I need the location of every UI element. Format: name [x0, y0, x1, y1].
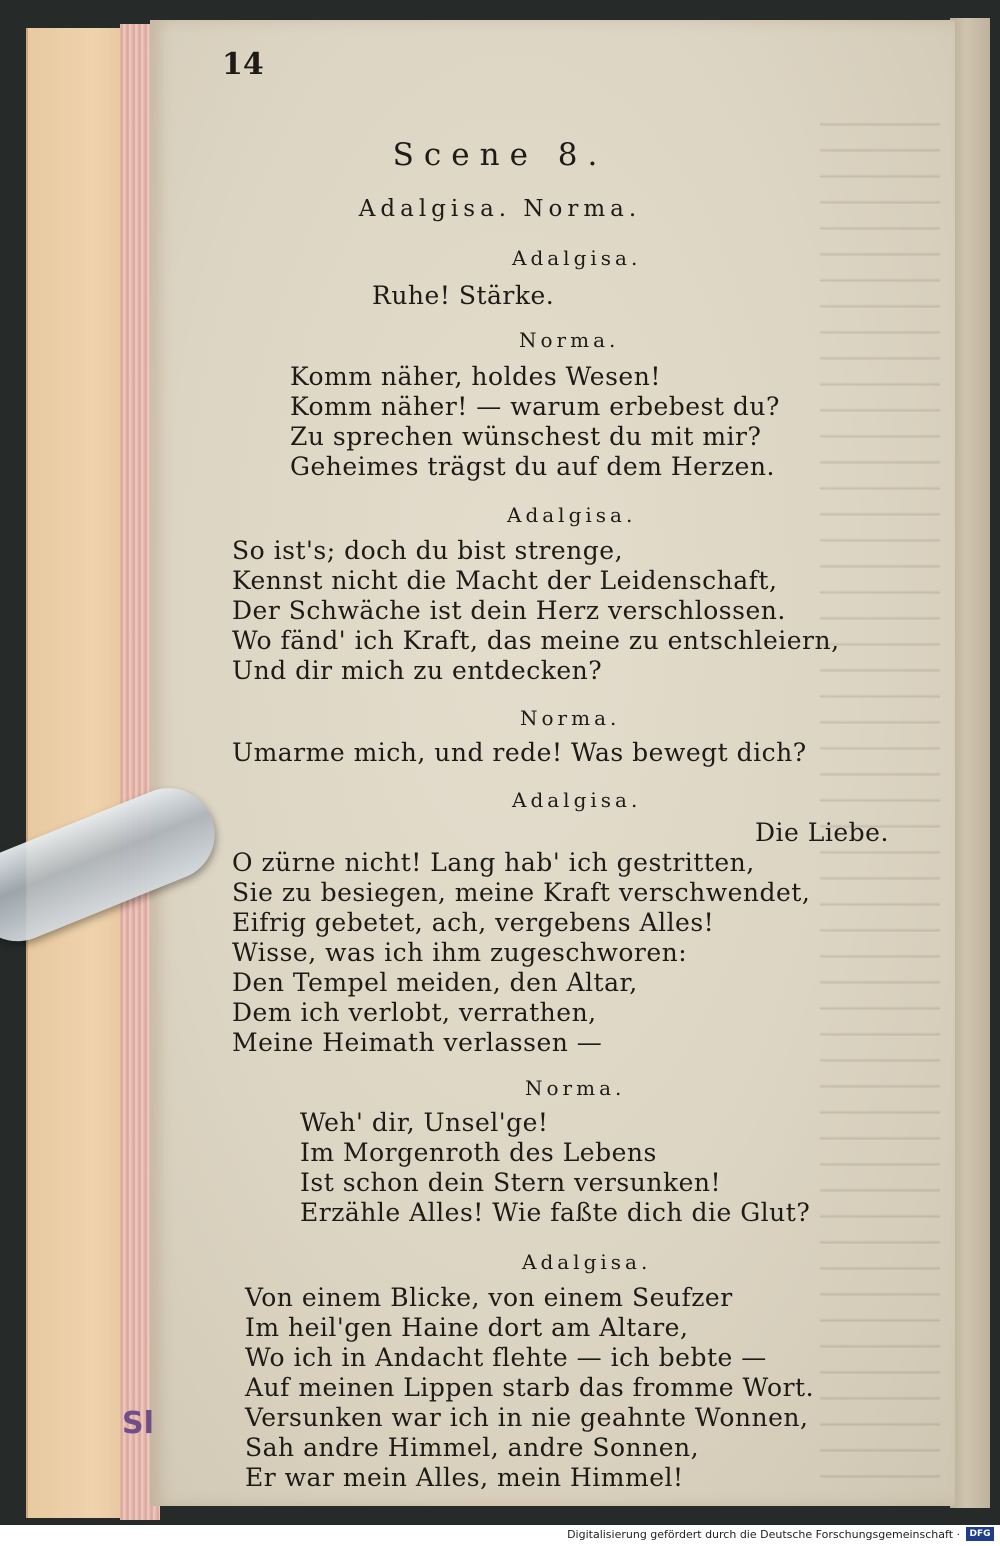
verse-line: Er war mein Alles, mein Himmel! — [245, 1463, 684, 1492]
library-stamp: Sl — [122, 1406, 154, 1441]
speaker-name: Adalgisa. — [507, 503, 637, 527]
verse-line: Kennst nicht die Macht der Leidenschaft, — [232, 566, 778, 595]
verse-line: Weh' dir, Unsel'ge! — [300, 1108, 549, 1137]
verse-line: Eifrig gebetet, ach, vergebens Alles! — [232, 908, 715, 937]
verse-line: Und dir mich zu entdecken? — [232, 656, 603, 685]
page-number: 14 — [222, 47, 264, 82]
verse-line: Ist schon dein Stern versunken! — [300, 1168, 722, 1197]
speaker-name: Norma. — [525, 1076, 626, 1100]
verse-line: Wo ich in Andacht flehte — ich bebte — — [245, 1343, 767, 1372]
verse-line: Geheimes trägst du auf dem Herzen. — [290, 452, 775, 481]
speaker-name: Norma. — [519, 328, 620, 352]
verse-line: Den Tempel meiden, den Altar, — [232, 968, 638, 997]
speaker-name: Adalgisa. — [512, 788, 642, 812]
verse-line: Ruhe! Stärke. — [372, 281, 555, 310]
verse-line: Erzähle Alles! Wie faßte dich die Glut? — [300, 1198, 811, 1227]
verse-line: Komm näher! — warum erbebest du? — [290, 392, 780, 421]
verse-line: Zu sprechen wünschest du mit mir? — [290, 422, 762, 451]
verse-line: Komm näher, holdes Wesen! — [290, 362, 661, 391]
verse-line: Die Liebe. — [755, 818, 889, 847]
speaker-name: Norma. — [520, 706, 621, 730]
verse-line: Wisse, was ich ihm zugeschworen: — [232, 938, 688, 967]
scene-characters: Adalgisa. Norma. — [358, 196, 642, 222]
verse-line: Meine Heimath verlassen — — [232, 1028, 603, 1057]
scene-title: Scene 8. — [392, 137, 608, 173]
next-page-edge — [950, 18, 990, 1508]
show-through-text — [820, 100, 940, 1500]
verse-line: O zürne nicht! Lang hab' ich gestritten, — [232, 848, 755, 877]
verse-line: Auf meinen Lippen starb das fromme Wort. — [245, 1373, 815, 1402]
dfg-logo-icon: DFG — [966, 1527, 994, 1541]
verse-line: Dem ich verlobt, verrathen, — [232, 998, 597, 1027]
speaker-name: Adalgisa. — [512, 246, 642, 270]
verse-line: Sie zu besiegen, meine Kraft verschwendet, — [232, 878, 811, 907]
verse-line: Der Schwäche ist dein Herz verschlossen. — [232, 596, 786, 625]
verse-line: Im Morgenroth des Lebens — [300, 1138, 657, 1167]
verse-line: Im heil'gen Haine dort am Altare, — [245, 1313, 689, 1342]
footer-credit: Digitalisierung gefördert durch die Deutsche Forschungsgemeinschaft · — [567, 1528, 960, 1541]
speaker-name: Adalgisa. — [522, 1250, 652, 1274]
verse-line: Umarme mich, und rede! Was bewegt dich? — [232, 738, 807, 767]
verse-line: Von einem Blicke, von einem Seufzer — [245, 1283, 733, 1312]
verse-line: Wo fänd' ich Kraft, das meine zu entschleiern, — [232, 626, 840, 655]
verse-line: Versunken war ich in nie geahnte Wonnen, — [245, 1403, 809, 1432]
verse-line: So ist's; doch du bist strenge, — [232, 536, 624, 565]
verse-line: Sah andre Himmel, andre Sonnen, — [245, 1433, 700, 1462]
